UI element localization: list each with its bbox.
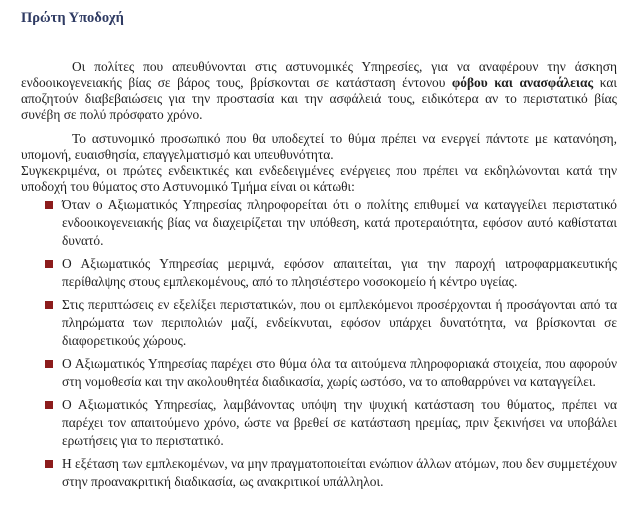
intro-text-1: Οι πολίτες που απευθύνονται στις αστυνομικές Υπηρεσίες, για να αναφέρουν την άσκηση ενδοοικογενειακής βίας σε βάρος τους, βρίσκονται σε κατάσταση έντονου [21,59,617,90]
list-item-text: Ο Αξιωματικός Υπηρεσίας παρέχει στο θύμα όλα τα αιτούμενα πληροφοριακά στοιχεία, που αφορούν στη νομοθεσία και την ακολουθητέα διαδικασία, χωρίς ωστόσο, να το αποθαρρύνει να καταγγείλει. [62,356,617,389]
list-item-text: Όταν ο Αξιωματικός Υπηρεσίας πληροφορείται ότι ο πολίτης επιθυμεί να καταγγείλει περιστατικό ενδοοικογενειακής βίας να διαχειρίζεται την υπόθεση, κατά προτεραιότητα, εφόσον αυτό καθίσταται δυνατό. [62,197,617,248]
list-item-text: Στις περιπτώσεις εν εξελίξει περιστατικών, που οι εμπλεκόμενοι προσέρχονται ή προσάγονται από τα πληρώματα των περιπολιών μαζί, ενδείκνυται, εφόσον υπάρχει δυνατότητα, να βρίσκονται σε διαφορετικούς χώρους. [62,297,617,348]
list-item [62,196,617,250]
list-item [62,255,617,291]
list-item [62,355,617,391]
square-bullet-icon [45,301,53,309]
list-item-text: Ο Αξιωματικός Υπηρεσίας μεριμνά, εφόσον απαιτείται, για την παροχή ιατροφαρμακευτικής περίθαλψης στους εμπλεκομένους, από το πλησιέστερο νοσοκομείο ή κέντρο υγείας. [62,256,617,289]
intro-paragraph [21,59,617,123]
square-bullet-icon [45,360,53,368]
intro-bold-text: φόβου και ανασφάλειας [451,75,594,90]
list-item [62,296,617,350]
section-title: Πρώτη Υποδοχή [21,10,124,26]
square-bullet-icon [45,201,53,209]
actions-intro-paragraph: Συγκεκριμένα, οι πρώτες ενδεικτικές και ενδεδειγμένες ενέργειες που πρέπει να εκδηλώνονται κατά την υποδοχή του θύματος στο Αστυνομικό Τμήμα είναι οι κάτωθι: [21,163,617,194]
actions-list [21,196,617,491]
intro-text-2: και αποζητούν διαβεβαιώσεις για την προστασία και την ασφάλειά τους, ειδικότερα αν το περιστατικό βίας συνέβη σε πολύ πρόσφατο χρόνο. [21,75,617,122]
list-item [62,396,617,450]
staff-paragraph: Το αστυνομικό προσωπικό που θα υποδεχτεί το θύμα πρέπει να ενεργεί πάντοτε με κατανόηση, υπομονή, ευαισθησία, επαγγελματισμό και υπευθυνότητα. [21,131,617,162]
list-item-text: Η εξέταση των εμπλεκομένων, να μην πραγματοποιείται ενώπιον άλλων ατόμων, που δεν συμμετέχουν στην προανακριτική διαδικασία, ως ανακριτικοί υπάλληλοι. [62,456,617,489]
square-bullet-icon [45,460,53,468]
square-bullet-icon [45,260,53,268]
square-bullet-icon [45,401,53,409]
list-item-text: Ο Αξιωματικός Υπηρεσίας, λαμβάνοντας υπόψη την ψυχική κατάσταση του θύματος, πρέπει να παρέχει τον απαιτούμενο χρόνο, ώστε να βρεθεί σε κατάσταση ηρεμίας, πριν ξεκινήσει να υποβάλει ερωτήσεις για το περιστατικό. [62,397,617,448]
list-item [62,455,617,491]
